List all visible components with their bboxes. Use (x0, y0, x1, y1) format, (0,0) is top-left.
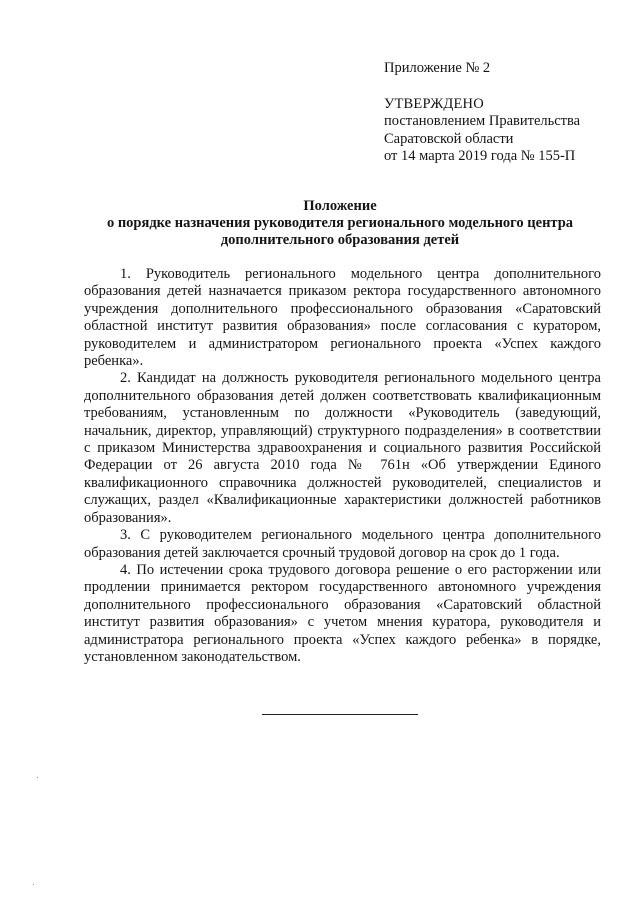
annex-number: Приложение № 2 (384, 60, 491, 76)
document-title (70, 198, 610, 249)
title-heading: Положение (303, 198, 377, 214)
approval-line-resolution: постановлением Правительства (384, 113, 581, 129)
scan-speck (33, 884, 34, 885)
approved-stamp: УТВЕРЖДЕНО (384, 95, 484, 112)
approval-block (384, 60, 624, 166)
paragraph-1: 1. Руководитель регионального модельного центра дополнительного образования детей назначается приказом ректора государственного автономного учреждения дополнительного профессионального образования «Саратовский областной институт развития образования» после согласования с куратором, руководителем и администратором регионального проекта «Успех каждого ребенка». (84, 266, 601, 370)
document-body (84, 266, 601, 666)
approval-line-date: от 14 марта 2019 года № 155-П (384, 148, 576, 164)
paragraph-2: 2. Кандидат на должность руководителя регионального модельного центра дополнительного образования детей должен соответствовать квалификационным требованиям, установленным по должности «Руководитель (заведующий, начальник, директор, управляющий) структурного подразделения» в соответствии с приказом Министерства здравоохранения и социального развития Российской Федерации от 26 августа 2010 года № 761н «Об утверждении Единого квалификационного справочника должностей руководителей, специалистов и служащих, раздел «Квалификационные характеристики должностей работников образования». (84, 370, 601, 526)
paragraph-4: 4. По истечении срока трудового договора решение о его расторжении или продлении принимается ректором государственного автономного учреждения дополнительного профессионального образования «Саратовский областной институт развития образования» с учетом мнения куратора, руководителя и администратора регионального проекта «Успех каждого ребенка» в порядке, установленном законодательством. (84, 561, 601, 665)
title-subject-line-2: дополнительного образования детей (220, 232, 460, 248)
paragraph-3: 3. С руководителем регионального модельного центра дополнительного образования детей заключается срочный трудовой договор на срок до 1 года. (84, 527, 601, 561)
closing-separator-line (262, 714, 418, 715)
approval-line-region: Саратовской области (384, 130, 514, 147)
title-subject-line-1: о порядке назначения руководителя регионального модельного центра (106, 215, 574, 231)
scan-speck (37, 777, 38, 778)
